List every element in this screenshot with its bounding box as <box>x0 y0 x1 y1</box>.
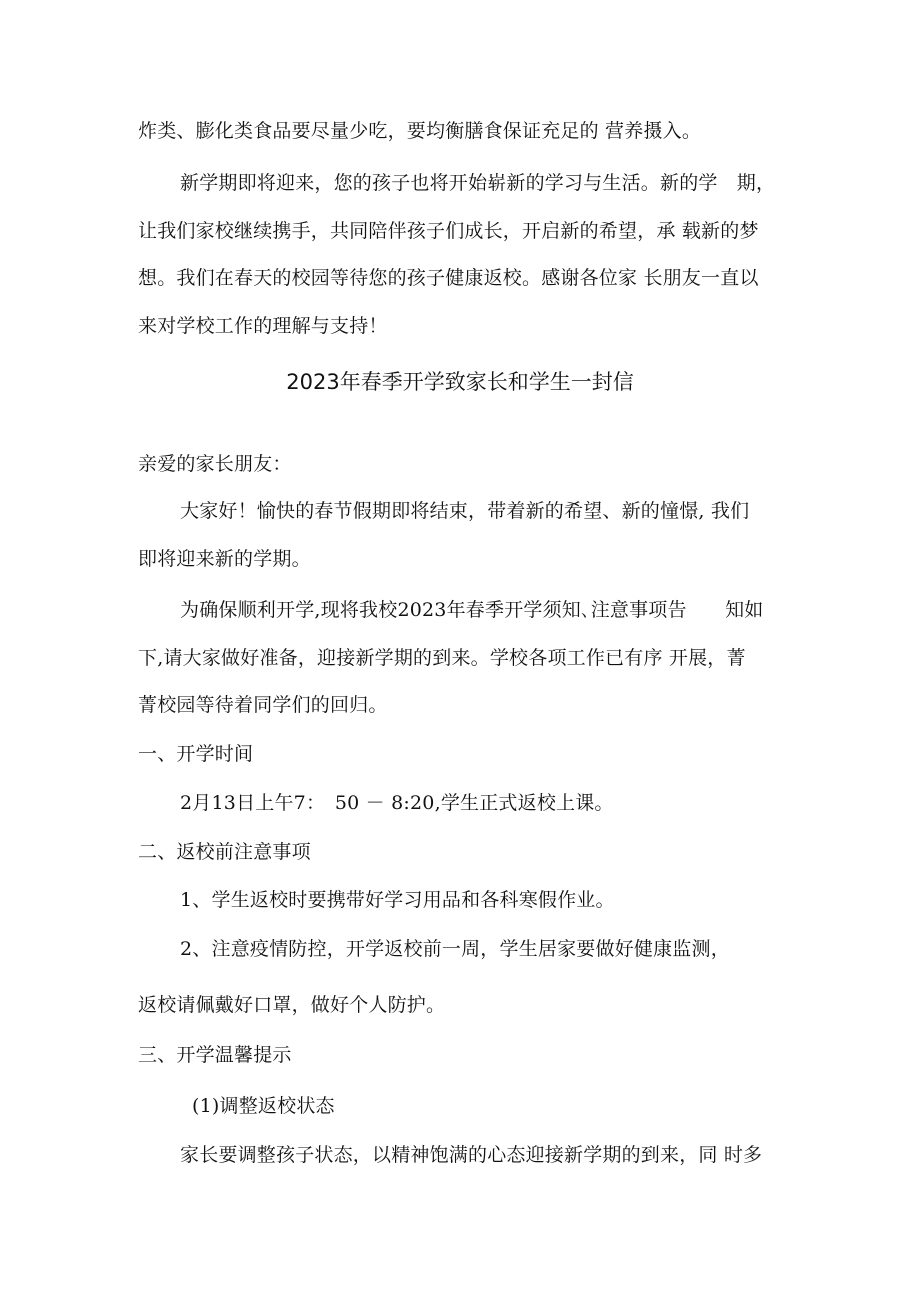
letter-title: 2023年春季开学致家长和学生一封信 <box>286 370 634 394</box>
paragraph-line: 2月13日上午7： 50 － 8:20,学生正式返校上课。 <box>180 792 614 814</box>
paragraph-line: 即将迎来新的学期。 <box>138 548 311 570</box>
paragraph-line: 菁校园等待着同学们的回归。 <box>138 694 388 716</box>
paragraph-line: 想。我们在春天的校园等待您的孩子健康返校。感谢各位家 长朋友一直以 <box>138 267 759 289</box>
section-heading: 二、返校前注意事项 <box>138 841 311 863</box>
paragraph-line: 新学期即将迎来，您的孩子也将开始崭新的学习与生活。新的学 期， <box>180 172 776 194</box>
paragraph-line: 家长要调整孩子状态，以精神饱满的心态迎接新学期的到来，同 时多 <box>180 1144 763 1166</box>
paragraph-line: 大家好！愉快的春节假期即将结束，带着新的希望、新的憧憬, 我们 <box>180 500 750 522</box>
list-item: 1、学生返校时要携带好学习用品和各科寒假作业。 <box>180 889 615 911</box>
list-item: 2、注意疫情防控，开学返校前一周，学生居家要做好健康监测， <box>180 938 730 960</box>
paragraph-line: 让我们家校继续携手，共同陪伴孩子们成长，开启新的希望，承 载新的梦 <box>138 220 759 242</box>
paragraph-line: 下,请大家做好准备，迎接新学期的到来。学校各项工作已有序 开展，菁 <box>138 647 746 669</box>
section-heading: 三、开学温馨提示 <box>138 1044 292 1066</box>
section-heading: 一、开学时间 <box>138 743 254 765</box>
salutation: 亲爱的家长朋友： <box>138 453 292 475</box>
paragraph-line: 为确保顺利开学,现将我校2023年春季开学须知､注意事项告 知如 <box>180 599 764 621</box>
paragraph-line: 来对学校工作的理解与支持！ <box>138 315 388 337</box>
paragraph-line: 炸类、膨化类食品要尽量少吃，要均衡膳食保证充足的 营养摄入。 <box>138 120 702 142</box>
paragraph-line: 返校请佩戴好口罩，做好个人防护。 <box>138 994 446 1016</box>
subsection-heading: (1)调整返校状态 <box>192 1095 335 1117</box>
